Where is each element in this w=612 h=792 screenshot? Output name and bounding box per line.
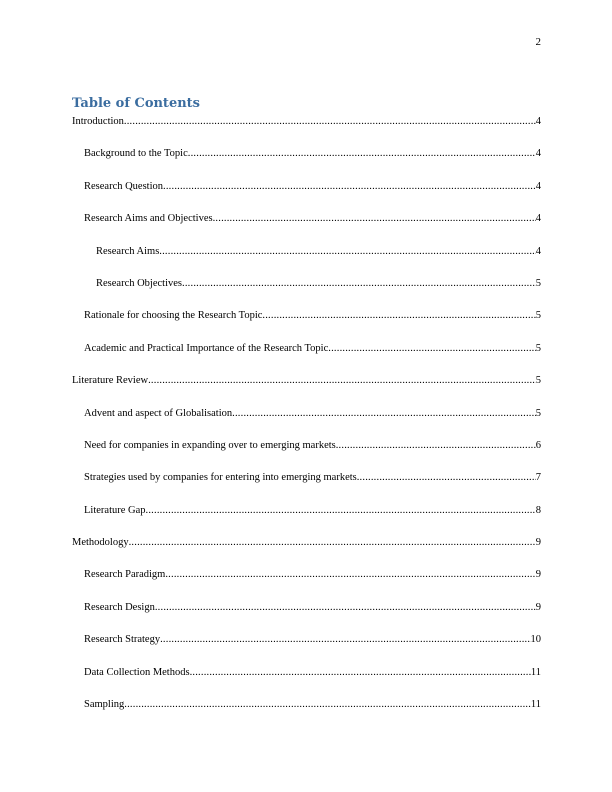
toc-entry-page: 8 xyxy=(535,504,541,516)
toc-entry-page: 6 xyxy=(535,439,541,451)
toc-entry-page: 4 xyxy=(535,180,541,192)
toc-entry-research-question[interactable] xyxy=(72,180,541,193)
toc-entry-background-to-the-topic[interactable] xyxy=(72,147,541,160)
toc-entry-text: Research Objectives xyxy=(96,277,183,289)
toc-entry-literature-gap[interactable] xyxy=(72,504,541,517)
toc-entry-entry-strategies[interactable] xyxy=(72,471,541,484)
toc-entry-page: 7 xyxy=(535,472,541,484)
toc-entry-page: 5 xyxy=(535,342,541,354)
toc-dot-leader xyxy=(357,471,536,484)
toc-entry-page: 5 xyxy=(535,310,541,322)
toc-entry-text: Methodology xyxy=(72,537,129,549)
toc-dot-leader xyxy=(232,407,536,420)
toc-dot-leader xyxy=(188,147,536,160)
toc-dot-leader xyxy=(124,698,531,711)
toc-entry-text: Research Paradigm xyxy=(84,569,166,581)
toc-entry-page: 4 xyxy=(535,148,541,160)
toc-entry-research-aims-and-objectives[interactable] xyxy=(72,212,541,225)
toc-dot-leader xyxy=(160,633,530,646)
toc-entry-text: Research Strategy xyxy=(84,634,161,646)
toc-entry-page: 5 xyxy=(535,375,541,387)
toc-entry-text: Strategies used by companies for entering into emerging markets xyxy=(84,472,357,484)
toc-entry-rationale[interactable] xyxy=(72,309,541,322)
toc-entry-text: Need for companies in expanding over to emerging markets xyxy=(84,439,336,451)
toc-entry-page: 4 xyxy=(535,213,541,225)
toc-entry-academic-and-practical-importance[interactable] xyxy=(72,342,541,355)
toc-entry-page: 5 xyxy=(535,407,541,419)
toc-entry-text: Research Question xyxy=(84,180,164,192)
toc-entry-text: Rationale for choosing the Research Topic xyxy=(84,310,263,322)
toc-entry-text: Background to the Topic xyxy=(84,148,188,160)
toc-entry-page: 4 xyxy=(535,245,541,257)
toc-dot-leader xyxy=(328,342,535,355)
toc-entry-research-aims[interactable] xyxy=(72,245,541,258)
toc-entry-methodology[interactable] xyxy=(72,536,541,549)
toc-entry-page: 11 xyxy=(530,699,541,711)
toc-dot-leader xyxy=(129,536,536,549)
toc-dot-leader xyxy=(159,245,535,258)
toc-dot-leader xyxy=(155,601,536,614)
toc-entry-research-objectives[interactable] xyxy=(72,277,541,290)
toc-dot-leader xyxy=(213,212,536,225)
toc-entry-introduction[interactable] xyxy=(72,115,541,128)
toc-dot-leader xyxy=(146,504,536,517)
toc-title: Table of Contents xyxy=(72,96,200,111)
toc-dot-leader xyxy=(165,568,535,581)
toc-entry-text: Research Aims and Objectives xyxy=(84,213,213,225)
toc-entry-text: Sampling xyxy=(84,699,125,711)
toc-entry-research-design[interactable] xyxy=(72,601,541,614)
toc-dot-leader xyxy=(163,180,536,193)
toc-entry-literature-review[interactable] xyxy=(72,374,541,387)
toc-entry-page: 4 xyxy=(535,116,541,127)
toc-dot-leader xyxy=(148,374,536,387)
toc-entry-research-strategy[interactable] xyxy=(72,633,541,646)
toc-entry-text: Literature Gap xyxy=(84,504,146,516)
toc-entry-data-collection-methods[interactable] xyxy=(72,666,541,679)
toc-dot-leader xyxy=(336,439,536,452)
toc-entry-text: Research Aims xyxy=(96,245,160,257)
toc-entry-sampling[interactable] xyxy=(72,698,541,711)
page-number: 2 xyxy=(535,36,541,48)
toc-entry-text: Advent and aspect of Globalisation xyxy=(84,407,233,419)
toc-dot-leader xyxy=(182,277,536,290)
toc-entry-text: Literature Review xyxy=(72,375,149,387)
toc-dot-leader xyxy=(124,115,536,128)
toc-entry-advent-of-globalisation[interactable] xyxy=(72,407,541,420)
toc-entry-text: Data Collection Methods xyxy=(84,666,190,678)
toc-entry-text: Academic and Practical Importance of the Research Topic xyxy=(84,342,329,354)
table-of-contents xyxy=(72,115,541,730)
toc-entry-page: 9 xyxy=(535,569,541,581)
toc-entry-text: Research Design xyxy=(84,601,155,613)
toc-entry-need-for-expanding[interactable] xyxy=(72,439,541,452)
toc-entry-page: 10 xyxy=(530,634,541,646)
toc-entry-page: 9 xyxy=(535,537,541,549)
toc-entry-research-paradigm[interactable] xyxy=(72,568,541,581)
toc-entry-page: 5 xyxy=(535,277,541,289)
toc-entry-page: 11 xyxy=(530,666,541,678)
toc-dot-leader xyxy=(190,666,531,679)
toc-entry-text: Introduction xyxy=(72,116,124,127)
toc-entry-page: 9 xyxy=(535,601,541,613)
toc-dot-leader xyxy=(262,309,535,322)
